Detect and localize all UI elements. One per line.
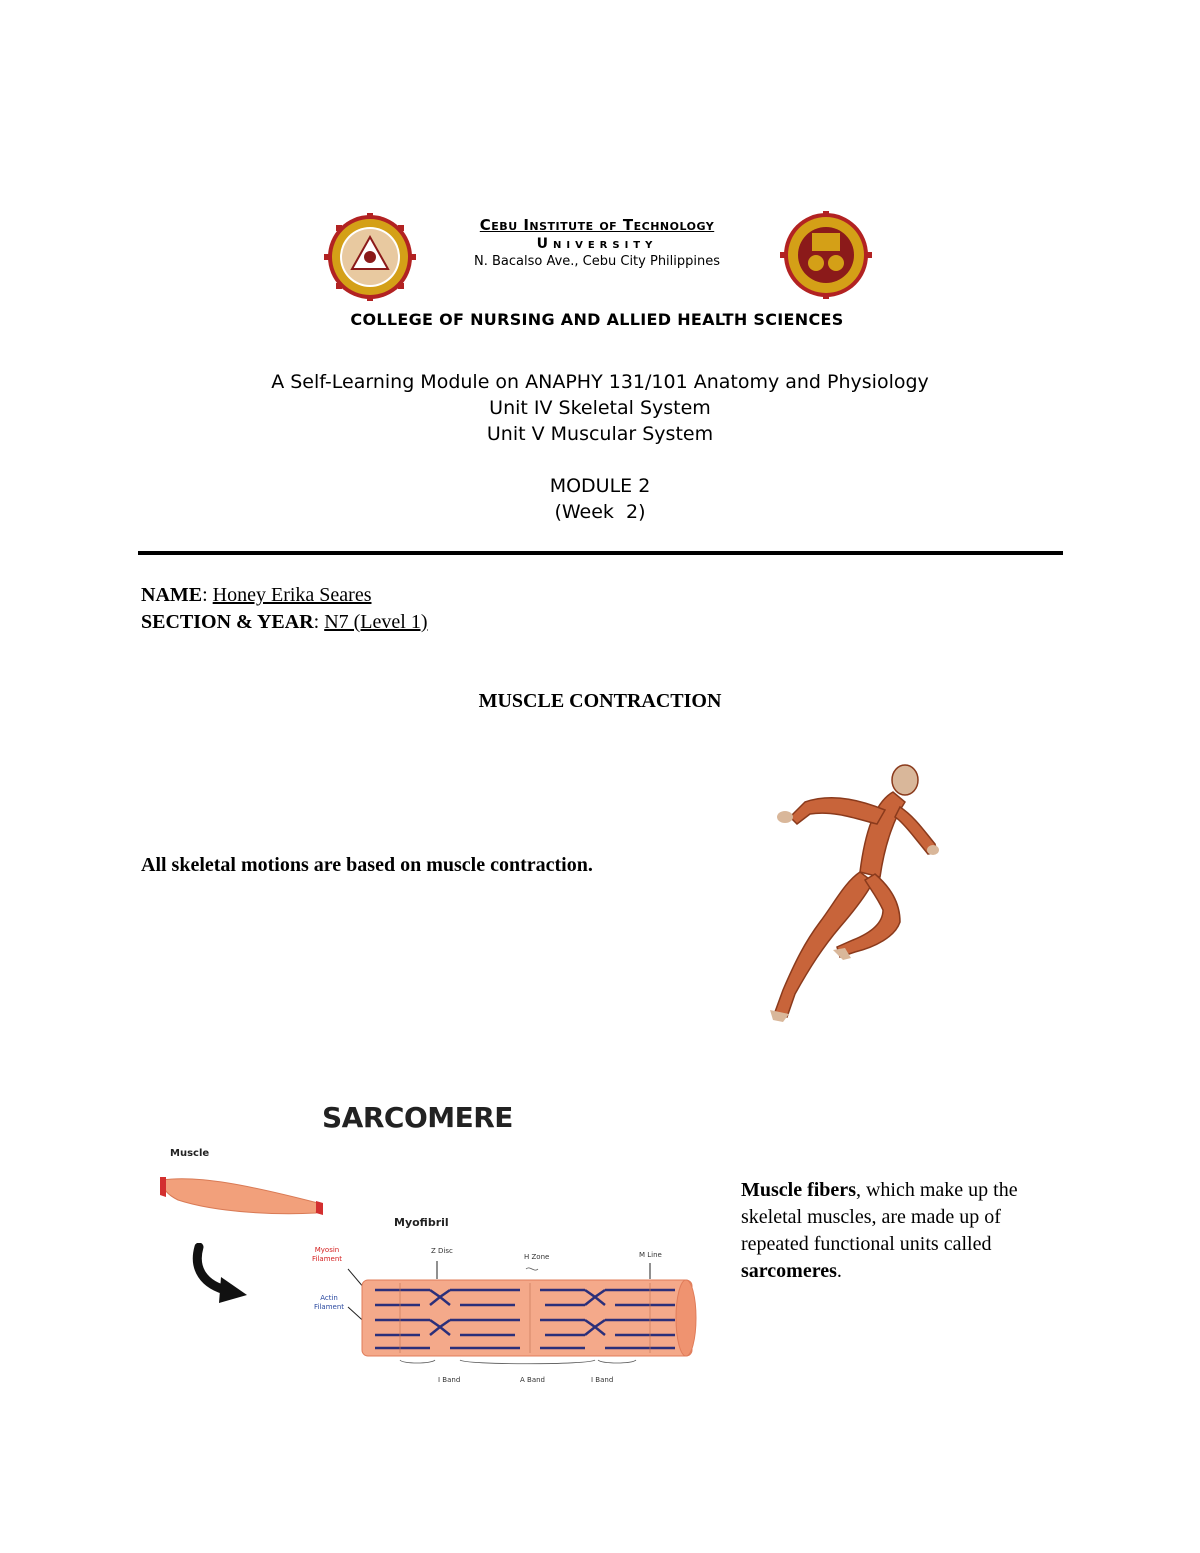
college-name: COLLEGE OF NURSING AND ALLIED HEALTH SCIENCES	[350, 310, 844, 329]
sarcomere-title: SARCOMERE	[322, 1101, 513, 1134]
myosin-filament-label	[312, 1246, 342, 1264]
running-muscle-man-illustration	[765, 762, 945, 1024]
paragraph-text: , which make up the skeletal muscles, are made up of repeated functional units called	[741, 1179, 1018, 1255]
module-week: (Week 2)	[554, 501, 646, 523]
institution-address: N. Bacalso Ave., Cebu City Philippines	[473, 254, 721, 269]
institution-subname: University	[536, 236, 658, 252]
section-value: N7 (Level 1)	[324, 611, 428, 633]
statement-text: All skeletal motions are based on muscle contraction.	[141, 854, 593, 876]
muscle-contraction-statement	[141, 852, 741, 879]
myosin-label-line2: Filament	[312, 1255, 343, 1263]
unit-iv-title: Unit IV Skeletal System	[489, 397, 711, 419]
college-seal-logo	[778, 211, 874, 299]
name-label: NAME	[141, 584, 203, 606]
h-zone-label: H Zone	[524, 1253, 550, 1261]
muscle-fibers-paragraph	[741, 1177, 1061, 1285]
paragraph-period: .	[836, 1260, 842, 1282]
section-label: SECTION & YEAR	[141, 611, 314, 633]
curved-arrow-icon	[185, 1243, 250, 1305]
section-heading: MUSCLE CONTRACTION	[478, 690, 722, 712]
i-band-left-label: I Band	[438, 1376, 461, 1384]
name-row: NAME: Honey Erika Seares	[141, 584, 372, 606]
a-band-label: A Band	[520, 1376, 545, 1384]
institution-name: Cebu Institute of Technology	[479, 216, 715, 234]
muscle-shape	[158, 1165, 323, 1225]
muscle-fibers-term: Muscle fibers	[741, 1179, 856, 1201]
i-band-right-label: I Band	[591, 1376, 614, 1384]
name-value: Honey Erika Seares	[212, 584, 372, 606]
module-number: MODULE 2	[549, 475, 651, 497]
actin-label-line1: Actin	[320, 1294, 338, 1302]
myosin-label-line1: Myosin	[314, 1246, 340, 1254]
m-line-label: M Line	[639, 1251, 662, 1259]
actin-label-line2: Filament	[314, 1303, 345, 1311]
myofibril-label: Myofibril	[394, 1216, 449, 1229]
divider-rule	[138, 551, 1063, 555]
section-row: SECTION & YEAR: N7 (Level 1)	[141, 611, 428, 633]
sarcomere-figure	[150, 1095, 710, 1395]
z-disc-label: Z Disc	[431, 1247, 453, 1255]
myofibril-diagram	[340, 1255, 700, 1365]
university-seal-logo	[322, 213, 418, 301]
unit-v-title: Unit V Muscular System	[486, 423, 714, 445]
sarcomeres-term: sarcomeres	[741, 1260, 837, 1282]
module-title: A Self-Learning Module on ANAPHY 131/101 Anatomy and Physiology	[271, 371, 929, 393]
muscle-label: Muscle	[170, 1148, 210, 1159]
